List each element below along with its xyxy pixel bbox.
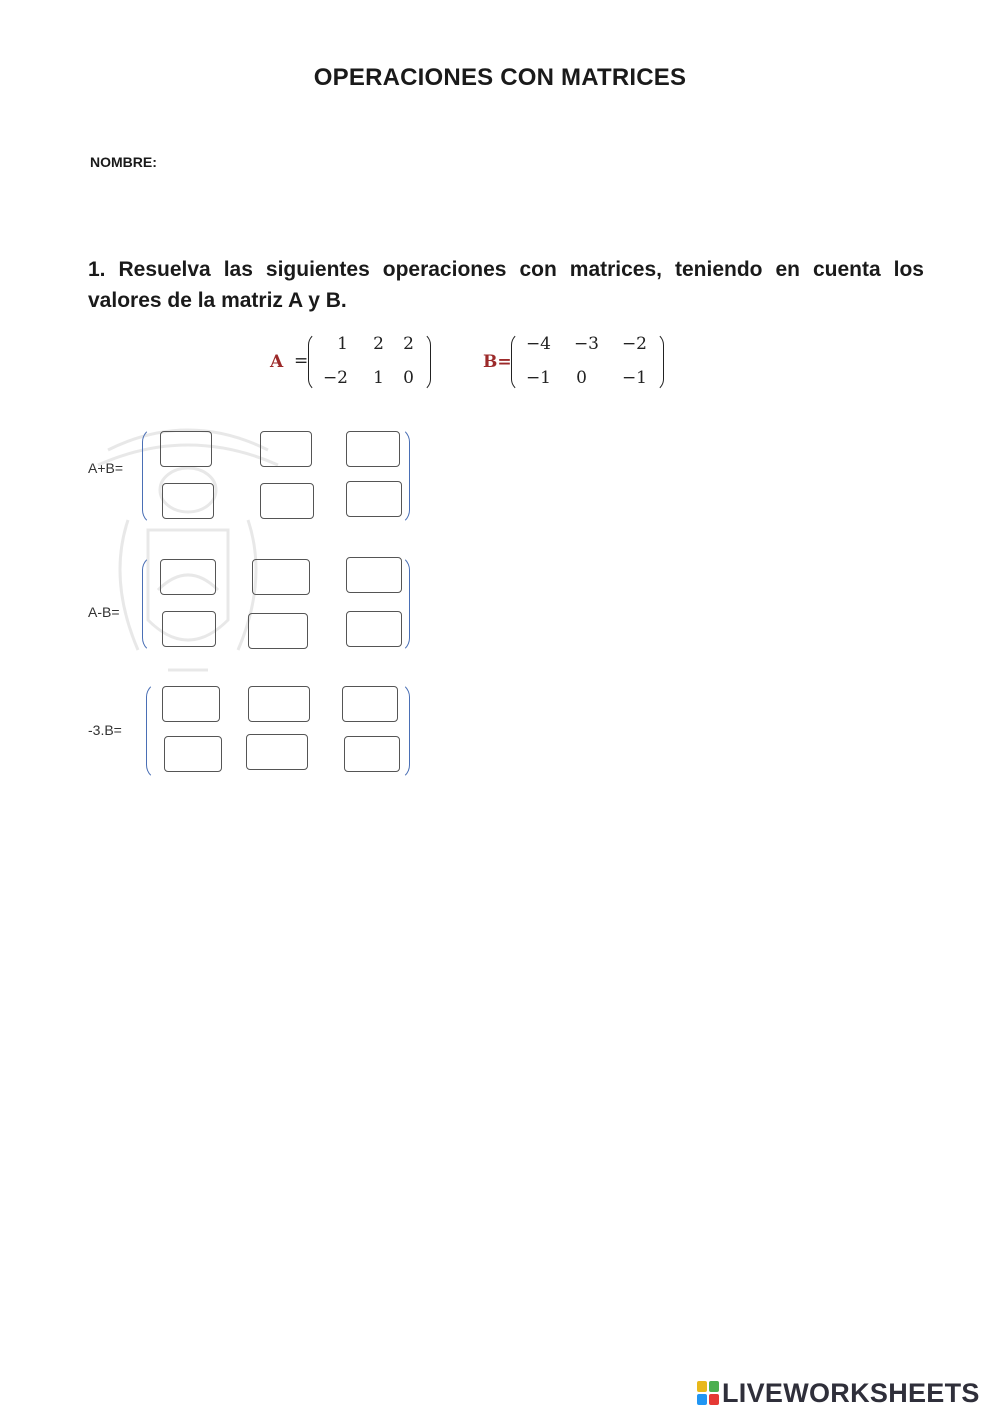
answer-input-sum-r2c3[interactable]: [346, 481, 402, 517]
answer-input-sum-r2c2[interactable]: [260, 483, 314, 519]
matrix-a-right-bracket: [418, 332, 431, 392]
brand-name: LIVEWORKSHEETS: [722, 1377, 980, 1408]
matrix-b-right-bracket: [651, 332, 664, 392]
answer-input-sum-r1c1[interactable]: [160, 431, 212, 467]
page-title: OPERACIONES CON MATRICES: [313, 64, 687, 91]
answer-left-bracket: [142, 555, 157, 653]
matrix-a-cell: 2: [403, 334, 414, 354]
matrix-b-label: B=: [483, 352, 512, 372]
answer-input-scalar-r1c1[interactable]: [162, 686, 220, 722]
answer-input-scalar-r2c3[interactable]: [344, 736, 400, 772]
answer-input-scalar-r2c2[interactable]: [246, 734, 308, 770]
liveworksheets-logo-icon: [697, 1381, 719, 1405]
answer-input-sum-r1c2[interactable]: [260, 431, 312, 467]
answer-matrix-sum: [142, 427, 410, 525]
instruction-text: 1. Resuelva las siguientes operaciones con matrices, teniendo en cuenta los valores de la matriz A y B.: [88, 258, 924, 312]
matrix-a-definition: [268, 332, 438, 394]
matrix-b-definition: [483, 332, 673, 394]
answer-left-bracket: [142, 427, 157, 525]
matrix-b-cell: −4: [525, 334, 551, 354]
answer-input-scalar-r1c3[interactable]: [342, 686, 398, 722]
answer-input-difference-r1c2[interactable]: [252, 559, 310, 595]
answer-left-bracket: [146, 682, 161, 780]
answer-input-sum-r2c1[interactable]: [162, 483, 214, 519]
operation-label-difference: A-B=: [88, 604, 120, 620]
matrix-a-cell: 2: [373, 334, 384, 354]
matrix-a-cell: −2: [322, 368, 348, 388]
matrix-b-cell: 0: [576, 368, 587, 388]
operation-label-sum: A+B=: [88, 460, 124, 476]
matrix-b-cell: −1: [525, 368, 551, 388]
matrix-a-cell: 1: [373, 368, 384, 388]
matrix-b-cell: −3: [573, 334, 599, 354]
matrix-a-equals: =: [294, 351, 309, 371]
answer-input-scalar-r1c2[interactable]: [248, 686, 310, 722]
answer-input-difference-r1c1[interactable]: [160, 559, 216, 595]
matrix-b-cell: −2: [621, 334, 647, 354]
matrix-a-cell: 0: [403, 368, 414, 388]
answer-matrix-difference: [142, 555, 410, 653]
liveworksheets-logo: [697, 1375, 980, 1411]
answer-input-difference-r1c3[interactable]: [346, 557, 402, 593]
answer-input-sum-r1c3[interactable]: [346, 431, 400, 467]
answer-matrix-scalar: [142, 682, 410, 780]
answer-input-scalar-r2c1[interactable]: [164, 736, 222, 772]
matrix-a-label: A: [270, 352, 284, 372]
answer-input-difference-r2c2[interactable]: [248, 613, 308, 649]
answer-input-difference-r2c3[interactable]: [346, 611, 402, 647]
answer-input-difference-r2c1[interactable]: [162, 611, 216, 647]
matrix-a-cell: 1: [337, 334, 348, 354]
operation-label-scalar: -3.B=: [88, 722, 122, 738]
name-label: NOMBRE:: [90, 154, 157, 170]
matrix-b-cell: −1: [621, 368, 647, 388]
